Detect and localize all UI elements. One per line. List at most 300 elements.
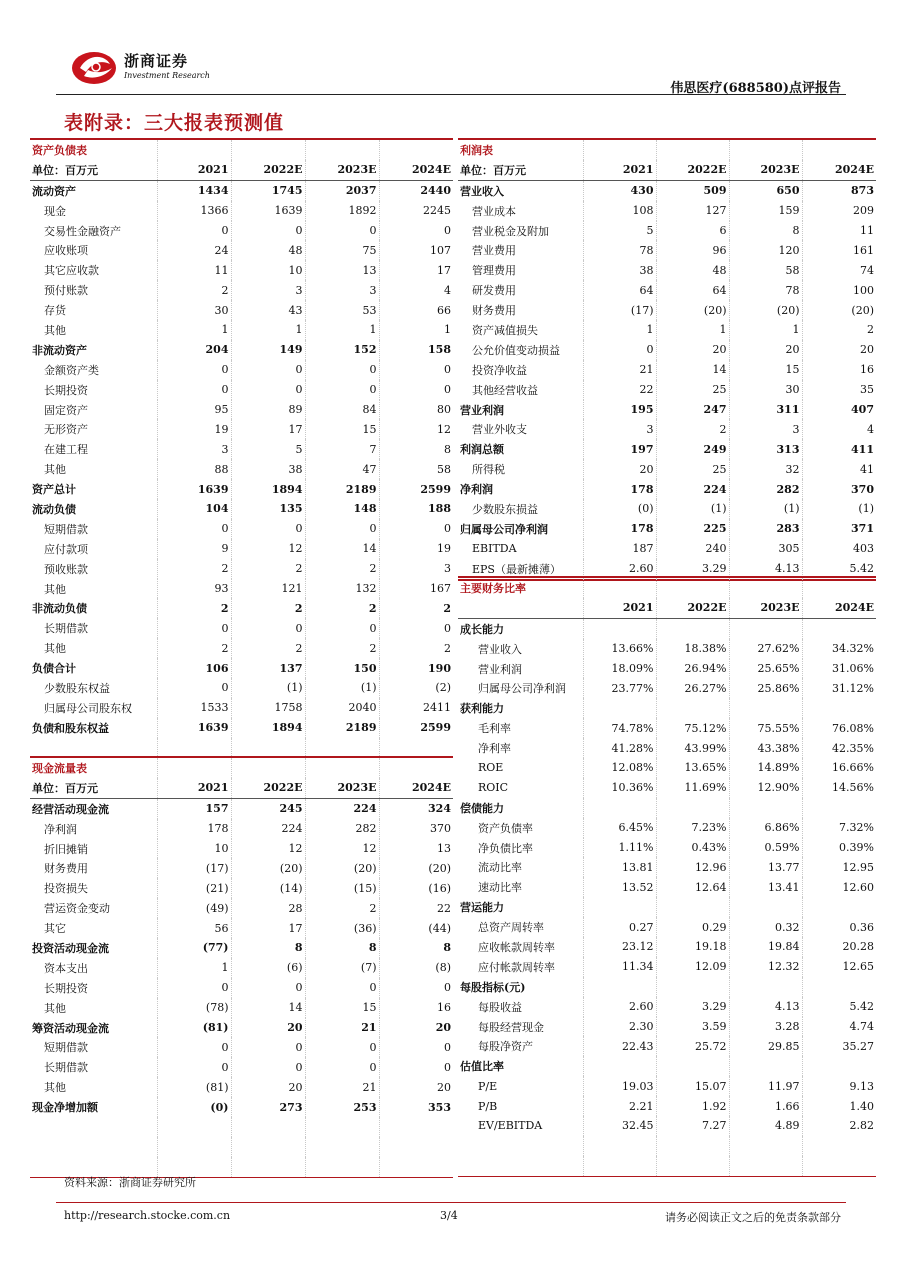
row-label: 资产负债率 xyxy=(458,818,583,838)
value-cell: (15) xyxy=(305,878,379,898)
table-row xyxy=(30,180,453,200)
row-label: 营业收入 xyxy=(458,180,583,200)
value-cell: 12.96 xyxy=(656,857,729,877)
value-cell: 2440 xyxy=(420,184,451,198)
row-label: 资产总计 xyxy=(30,479,157,499)
value-cell: 3.29 xyxy=(656,559,729,580)
value-cell: 75 xyxy=(305,240,379,260)
year-header-row xyxy=(458,160,876,180)
page-number: 3/4 xyxy=(440,1209,458,1222)
row-label: 经营活动现金流 xyxy=(30,798,157,818)
table-row xyxy=(458,1017,876,1037)
value-cell: 43.38% xyxy=(729,738,802,758)
table-row xyxy=(30,459,453,479)
value-cell: 2189 xyxy=(305,479,379,499)
row-label: 负债合计 xyxy=(30,658,157,678)
value-cell xyxy=(802,798,876,818)
value-cell: 2599 xyxy=(420,721,451,735)
value-cell: 187 xyxy=(583,539,656,559)
value-cell: 25 xyxy=(656,380,729,400)
value-cell: 64 xyxy=(583,280,656,300)
value-cell: 15 xyxy=(729,360,802,380)
value-cell: 0 xyxy=(305,221,379,241)
empty-cell xyxy=(583,1156,656,1176)
value-cell: 0 xyxy=(444,981,451,995)
value-cell: 0 xyxy=(444,224,451,237)
value-cell: 2245 xyxy=(423,204,451,218)
value-cell: 0 xyxy=(583,340,656,360)
value-cell: 12.65 xyxy=(842,960,874,974)
value-cell: 14.56% xyxy=(832,781,874,795)
value-cell: 104 xyxy=(157,499,231,519)
value-cell: 43 xyxy=(231,300,305,320)
value-cell: 0.36 xyxy=(849,920,874,934)
value-cell: 0 xyxy=(305,519,379,539)
empty-cell xyxy=(458,1136,583,1156)
financial-ratios-table xyxy=(458,576,876,1177)
row-label: 应收帐款周转率 xyxy=(458,937,583,957)
table-row xyxy=(30,439,453,459)
value-cell: 2 xyxy=(157,559,231,579)
table-row xyxy=(30,898,453,918)
empty-cell xyxy=(583,577,656,598)
value-cell: 108 xyxy=(583,201,656,221)
row-label: 应收账项 xyxy=(30,240,157,260)
row-label: ROIC xyxy=(458,778,583,798)
value-cell: 12.32 xyxy=(729,957,802,977)
table-row xyxy=(30,798,453,818)
financial-ratios-section xyxy=(458,576,876,1177)
value-cell: 5.42 xyxy=(849,1000,874,1014)
value-cell: 249 xyxy=(656,439,729,459)
balance-sheet-table xyxy=(30,138,453,758)
value-cell: (49) xyxy=(157,898,231,918)
value-cell: 74 xyxy=(860,263,874,277)
value-cell: 0 xyxy=(231,360,305,380)
value-cell: 370 xyxy=(430,822,451,836)
table-row xyxy=(458,539,876,559)
value-cell: 0 xyxy=(444,363,451,377)
value-cell: 34.32% xyxy=(832,642,874,656)
income-statement-table xyxy=(458,138,876,581)
value-cell: 158 xyxy=(428,343,451,357)
value-cell: (20) xyxy=(305,858,379,878)
table-row xyxy=(458,977,876,997)
year-header: 2024E xyxy=(802,160,876,180)
value-cell: (36) xyxy=(305,918,379,938)
section-title-row xyxy=(30,757,453,778)
row-label: 折旧摊销 xyxy=(30,839,157,859)
value-cell: 148 xyxy=(305,499,379,519)
value-cell xyxy=(583,618,656,638)
empty-cell xyxy=(157,738,231,758)
row-label: P/E xyxy=(458,1076,583,1096)
value-cell: 225 xyxy=(656,519,729,539)
table-row xyxy=(30,240,453,260)
table-row xyxy=(30,360,453,380)
row-label: 成长能力 xyxy=(458,618,583,638)
empty-cell xyxy=(802,1136,876,1156)
row-label: 净利率 xyxy=(458,738,583,758)
table-row xyxy=(30,978,453,998)
value-cell: (1) xyxy=(729,499,802,519)
table-row xyxy=(458,1096,876,1116)
value-cell: 0 xyxy=(305,360,379,380)
value-cell: 66 xyxy=(437,303,451,317)
row-label: 存货 xyxy=(30,300,157,320)
row-label: 获利能力 xyxy=(458,698,583,718)
value-cell: 6 xyxy=(656,221,729,241)
value-cell: 224 xyxy=(305,798,379,818)
value-cell: 11 xyxy=(860,224,874,237)
value-cell: 7.32% xyxy=(839,821,874,835)
empty-cell xyxy=(656,577,729,598)
value-cell xyxy=(656,1056,729,1076)
value-cell: 58 xyxy=(437,462,451,476)
empty-cell xyxy=(305,139,379,160)
table-row xyxy=(30,400,453,420)
value-cell: 407 xyxy=(851,403,874,417)
value-cell: 283 xyxy=(729,519,802,539)
row-label: 资产减值损失 xyxy=(458,320,583,340)
value-cell: 167 xyxy=(430,582,451,596)
row-label: 财务费用 xyxy=(30,858,157,878)
value-cell: 132 xyxy=(305,579,379,599)
value-cell: 188 xyxy=(428,502,451,516)
table-row xyxy=(30,698,453,718)
value-cell xyxy=(583,1056,656,1076)
income-statement-section xyxy=(458,138,876,581)
value-cell: 41.28% xyxy=(583,738,656,758)
header-divider xyxy=(56,94,846,95)
value-cell: 1 xyxy=(444,323,451,337)
year-header: 2024E xyxy=(379,778,453,798)
table-row xyxy=(458,838,876,858)
row-label: 偿债能力 xyxy=(458,798,583,818)
value-cell: 2 xyxy=(157,598,231,618)
value-cell: 0 xyxy=(231,1037,305,1057)
value-cell: 0 xyxy=(444,621,451,635)
value-cell: (14) xyxy=(231,878,305,898)
year-header: 2023E xyxy=(305,160,379,180)
value-cell: 1 xyxy=(583,320,656,340)
value-cell: 95 xyxy=(157,400,231,420)
row-label: 长期投资 xyxy=(30,380,157,400)
value-cell: 12 xyxy=(305,839,379,859)
table-row xyxy=(30,1037,453,1057)
value-cell: 1639 xyxy=(231,201,305,221)
value-cell: 20 xyxy=(435,1021,451,1035)
value-cell: 76.08% xyxy=(832,721,874,735)
row-label: 其他 xyxy=(30,579,157,599)
value-cell: 121 xyxy=(231,579,305,599)
table-row xyxy=(458,818,876,838)
value-cell: 56 xyxy=(157,918,231,938)
empty-cell xyxy=(30,1137,157,1157)
value-cell: 7 xyxy=(305,439,379,459)
value-cell xyxy=(729,618,802,638)
value-cell: 30 xyxy=(157,300,231,320)
value-cell: 5.42 xyxy=(802,559,876,580)
table-row xyxy=(458,1116,876,1136)
value-cell: (1) xyxy=(305,678,379,698)
value-cell: 371 xyxy=(851,522,874,536)
value-cell: 0 xyxy=(444,1060,451,1074)
row-label: 短期借款 xyxy=(30,1037,157,1057)
value-cell: 12.09 xyxy=(656,957,729,977)
table-row xyxy=(30,380,453,400)
value-cell: 0 xyxy=(157,978,231,998)
value-cell: 0 xyxy=(231,978,305,998)
row-label: 无形资产 xyxy=(30,419,157,439)
value-cell: 8 xyxy=(444,442,451,456)
value-cell: (2) xyxy=(435,681,451,695)
row-label: 短期借款 xyxy=(30,519,157,539)
value-cell: 0 xyxy=(305,618,379,638)
value-cell: (20) xyxy=(428,861,451,875)
value-cell: (16) xyxy=(428,881,451,895)
empty-cell xyxy=(379,738,453,758)
value-cell: 2.21 xyxy=(583,1096,656,1116)
cash-flow-table xyxy=(30,756,453,1178)
empty-cell xyxy=(379,139,453,160)
row-label: 其他经营收益 xyxy=(458,380,583,400)
value-cell: (8) xyxy=(435,961,451,975)
value-cell: 13.52 xyxy=(583,877,656,897)
value-cell: 10.36% xyxy=(583,778,656,798)
value-cell: 3.29 xyxy=(656,997,729,1017)
empty-cell xyxy=(231,1117,305,1137)
section-title: 资产负债表 xyxy=(30,139,157,160)
value-cell: (21) xyxy=(157,878,231,898)
row-label: 其他 xyxy=(30,998,157,1018)
value-cell: 4.13 xyxy=(729,997,802,1017)
table-row xyxy=(30,280,453,300)
row-label: 营业利润 xyxy=(458,400,583,420)
value-cell: 13 xyxy=(305,260,379,280)
value-cell: 31.06% xyxy=(832,662,874,675)
value-cell: 107 xyxy=(430,243,451,257)
year-header-row xyxy=(30,160,453,180)
value-cell: 2 xyxy=(157,638,231,658)
table-row xyxy=(458,380,876,400)
value-cell: 13.41 xyxy=(729,877,802,897)
row-label: 管理费用 xyxy=(458,260,583,280)
value-cell: 24 xyxy=(157,240,231,260)
year-header: 2023E xyxy=(729,598,802,618)
value-cell: 224 xyxy=(231,819,305,839)
value-cell: (44) xyxy=(428,921,451,935)
value-cell: (6) xyxy=(231,958,305,978)
table-row xyxy=(30,958,453,978)
value-cell: 2.82 xyxy=(849,1119,874,1133)
value-cell: 178 xyxy=(583,519,656,539)
row-label: 净负债比率 xyxy=(458,838,583,858)
blank-row xyxy=(30,1137,453,1157)
table-row xyxy=(30,858,453,878)
table-row xyxy=(30,260,453,280)
value-cell: 1 xyxy=(729,320,802,340)
year-header: 2021 xyxy=(583,598,656,618)
value-cell: 2040 xyxy=(305,698,379,718)
value-cell: 1892 xyxy=(305,201,379,221)
footer-url[interactable]: http://research.stocke.com.cn xyxy=(64,1209,231,1222)
table-row xyxy=(458,280,876,300)
value-cell: 25.65% xyxy=(729,659,802,679)
table-row xyxy=(458,1076,876,1096)
value-cell: 430 xyxy=(583,180,656,200)
value-cell: 2 xyxy=(305,598,379,618)
table-row xyxy=(458,698,876,718)
section-title-row xyxy=(458,139,876,160)
row-label: 营业利润 xyxy=(458,659,583,679)
row-label: 每股经营现金 xyxy=(458,1017,583,1037)
value-cell: 135 xyxy=(231,499,305,519)
year-header: 2022E xyxy=(656,160,729,180)
value-cell: 12 xyxy=(437,422,451,436)
table-row xyxy=(30,998,453,1018)
value-cell: 0.27 xyxy=(583,917,656,937)
value-cell: 100 xyxy=(853,283,874,297)
value-cell: (20) xyxy=(851,303,874,317)
value-cell: 1 xyxy=(656,320,729,340)
value-cell: 127 xyxy=(656,201,729,221)
table-row xyxy=(458,519,876,539)
table-row xyxy=(458,1036,876,1056)
value-cell: 13.66% xyxy=(583,639,656,659)
row-label: 非流动资产 xyxy=(30,340,157,360)
value-cell: 2 xyxy=(443,601,451,615)
value-cell: 20.28 xyxy=(842,940,874,954)
row-label: 营业外收支 xyxy=(458,419,583,439)
value-cell xyxy=(802,1056,876,1076)
row-label: 净利润 xyxy=(458,479,583,499)
value-cell: 42.35% xyxy=(832,741,874,755)
row-label: 公允价值变动损益 xyxy=(458,340,583,360)
page-title: 表附录：三大报表预测值 xyxy=(64,112,285,134)
value-cell: 209 xyxy=(853,204,874,218)
value-cell: 873 xyxy=(851,184,874,198)
empty-cell xyxy=(305,1157,379,1177)
row-label: 预付账款 xyxy=(30,280,157,300)
value-cell: 1 xyxy=(157,320,231,340)
value-cell: 15.07 xyxy=(656,1076,729,1096)
value-cell xyxy=(583,897,656,917)
value-cell: 411 xyxy=(851,442,874,456)
table-row xyxy=(30,878,453,898)
value-cell: 26.27% xyxy=(656,678,729,698)
value-cell: 4.89 xyxy=(729,1116,802,1136)
value-cell: 2 xyxy=(305,638,379,658)
value-cell: 14 xyxy=(231,998,305,1018)
value-cell: 6.45% xyxy=(583,818,656,838)
value-cell: 0 xyxy=(231,1057,305,1077)
row-label: 负债和股东权益 xyxy=(30,718,157,738)
value-cell: 75.55% xyxy=(729,718,802,738)
value-cell: 1745 xyxy=(231,180,305,200)
value-cell: 13.81 xyxy=(583,857,656,877)
row-label: 金额资产类 xyxy=(30,360,157,380)
row-label: 营业成本 xyxy=(458,201,583,221)
row-label: 净利润 xyxy=(30,819,157,839)
value-cell: 48 xyxy=(231,240,305,260)
table-row xyxy=(458,738,876,758)
value-cell: 80 xyxy=(437,403,451,417)
empty-cell xyxy=(231,757,305,778)
value-cell: 22.43 xyxy=(583,1036,656,1056)
value-cell: 3 xyxy=(305,280,379,300)
value-cell: 23.77% xyxy=(583,678,656,698)
value-cell: (81) xyxy=(157,1018,231,1038)
value-cell: 159 xyxy=(729,201,802,221)
row-label: 长期借款 xyxy=(30,618,157,638)
value-cell: 27.62% xyxy=(729,639,802,659)
table-row xyxy=(458,439,876,459)
value-cell: 22 xyxy=(437,901,451,915)
value-cell: 8 xyxy=(305,938,379,958)
value-cell: 2.60 xyxy=(583,559,656,580)
empty-cell xyxy=(231,1157,305,1177)
value-cell: 1434 xyxy=(157,180,231,200)
row-label: 资本支出 xyxy=(30,958,157,978)
empty-cell xyxy=(157,1117,231,1137)
value-cell: 253 xyxy=(305,1097,379,1117)
table-row xyxy=(30,499,453,519)
unit-label: 单位：百万元 xyxy=(30,778,157,798)
value-cell: 22 xyxy=(583,380,656,400)
value-cell: 0 xyxy=(231,618,305,638)
value-cell xyxy=(656,897,729,917)
blank-row xyxy=(30,738,453,758)
value-cell: 89 xyxy=(231,400,305,420)
value-cell: 3 xyxy=(444,562,451,576)
value-cell xyxy=(802,897,876,917)
value-cell: 16 xyxy=(860,363,874,377)
table-row xyxy=(458,320,876,340)
row-label: 归属母公司净利润 xyxy=(458,519,583,539)
row-label: 现金净增加额 xyxy=(30,1097,157,1117)
value-cell xyxy=(729,977,802,997)
value-cell: 21 xyxy=(305,1077,379,1097)
table-row xyxy=(30,598,453,618)
table-row xyxy=(30,559,453,579)
value-cell: 31.12% xyxy=(832,681,874,695)
unit-label: 单位：百万元 xyxy=(30,160,157,180)
row-label: ROE xyxy=(458,758,583,778)
table-row xyxy=(458,857,876,877)
value-cell: 0 xyxy=(231,221,305,241)
value-cell: 16.66% xyxy=(832,761,874,775)
value-cell: 35 xyxy=(860,383,874,397)
row-label: 少数股东权益 xyxy=(30,678,157,698)
value-cell: 4 xyxy=(444,283,451,297)
value-cell: 0 xyxy=(157,380,231,400)
value-cell: 0.59% xyxy=(729,838,802,858)
value-cell: 224 xyxy=(656,479,729,499)
row-label: 投资活动现金流 xyxy=(30,938,157,958)
value-cell: 11.69% xyxy=(656,778,729,798)
row-label: 营运能力 xyxy=(458,897,583,917)
table-row xyxy=(30,678,453,698)
value-cell: 20 xyxy=(583,459,656,479)
row-label: 归属母公司净利润 xyxy=(458,678,583,698)
value-cell: 2 xyxy=(231,598,305,618)
value-cell: 0 xyxy=(157,519,231,539)
row-label: 非流动负债 xyxy=(30,598,157,618)
table-row xyxy=(30,1077,453,1097)
value-cell: 0.39% xyxy=(839,841,874,855)
value-cell: (20) xyxy=(656,300,729,320)
